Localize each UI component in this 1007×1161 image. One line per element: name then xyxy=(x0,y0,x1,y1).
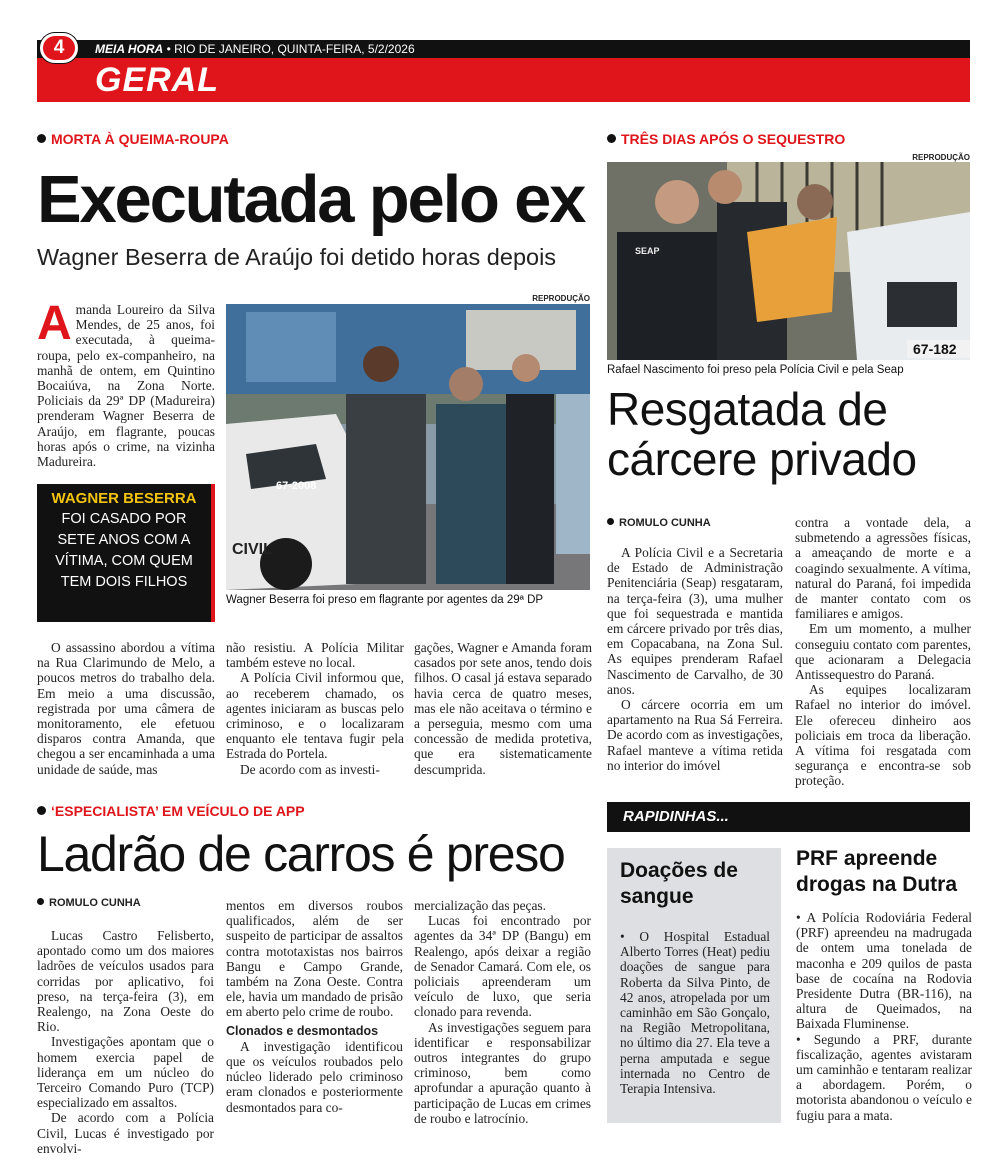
paper-name: MEIA HORA xyxy=(95,42,164,56)
story3-column-3 xyxy=(414,898,591,1126)
story2-headline: Resgatada de cárcere privado xyxy=(607,383,917,485)
bullet-icon xyxy=(607,518,614,525)
car-number: 67-2008 xyxy=(276,480,317,492)
paragraph: A Polícia Civil informou que, ao receberem chamado, os agentes iniciaram as buscas pelo criminoso, e o localizaram enquanto ele tentava fugir pela Estrada do Portela. xyxy=(226,670,404,762)
paragraph: • A Polícia Rodoviária Federal (PRF) apreendeu na madrugada de ontem uma tonelada de maconha e 209 quilos de pasta base de cocaína na Rodovia Presidente Dutra (BR-116), na altura de Queimados, na Baixada Fluminense. xyxy=(796,910,972,1032)
story3-byline xyxy=(37,897,141,909)
story1-kicker-text: MORTA À QUEIMA-ROUPA xyxy=(51,131,229,147)
story1-headline: Executada pelo ex xyxy=(37,162,585,237)
story3-column-2 xyxy=(226,898,403,1115)
paragraph: A Polícia Civil e a Secretaria de Estado de Administração Penitenciária (Seap) resgataram, na terça-feira (3), uma mulher que foi sequestrada e mantida em cárcere privado por três dias, em Copacabana, na Zona Sul. As equipes prenderam Rafael Nascimento de Carvalho, de 30 anos. xyxy=(607,545,783,697)
story3-kicker-text: ‘ESPECIALISTA’ EM VEÍCULO DE APP xyxy=(51,803,305,819)
story2-photo-caption: Rafael Nascimento foi preso pela Polícia Civil e pela Seap xyxy=(607,364,904,376)
paragraph: • Segundo a PRF, durante fiscalização, agentes avistaram um caminhão e tentaram realizar a abordagem. Porém, o motorista abandonou o veículo e fugiu para a mata. xyxy=(796,1031,972,1123)
story2-column-1 xyxy=(607,545,783,773)
story3-kicker xyxy=(37,803,305,819)
brief1-title: Doações de sangue xyxy=(620,859,738,908)
paragraph: Lucas Castro Felisberto, apontado como um dos maiores ladrões de veículos usados para corridas por aplicativo, foi preso, na terça-feira (3), em Realengo, na Zona Oeste do Rio. xyxy=(37,928,214,1035)
paragraph: O assassino abordou a vítima na Rua Clarimundo de Melo, a poucos metros do trabalho dela. Em meio a uma discussão, registrada por uma câmera de monitoramento, ele efetuou disparos contra Amanda, que chegou a ser encaminhada a uma unidade de saúde, mas xyxy=(37,640,215,777)
story1-photo-caption: Wagner Beserra foi preso em flagrante por agentes da 29ª DP xyxy=(226,594,544,606)
paragraph: As investigações seguem para identificar e responsabilizar outros integrantes do grupo criminoso, bem como aprofundar a apuração quanto à participação de Lucas em crimes de roubo e latrocínio. xyxy=(414,1019,591,1126)
bullet-icon xyxy=(37,134,46,143)
story1-column-2 xyxy=(226,640,404,777)
story1-photo xyxy=(226,304,590,590)
story2-kicker-text: TRÊS DIAS APÓS O SEQUESTRO xyxy=(621,131,846,147)
header-dateline xyxy=(95,40,415,58)
pull-quote xyxy=(37,484,215,622)
story1-photo-credit: REPRODUÇÃO xyxy=(532,294,590,303)
brief2-title: PRF apreende drogas na Dutra xyxy=(796,847,958,896)
story3-headline: Ladrão de carros é preso xyxy=(37,826,565,882)
paragraph: gações, Wagner e Amanda foram casados por sete anos, tendo dois filhos. O casal já estava separado havia cerca de quatro meses, mas ele não aceitava o término e a perseguia, mesmo com uma concessão de medida protetiva, que era sistematicamente descumprida. xyxy=(414,640,592,777)
story2-kicker xyxy=(607,131,845,147)
paragraph: De acordo com as investi- xyxy=(240,761,380,777)
story2-byline xyxy=(607,517,711,529)
paragraph: Investigações apontam que o homem exercia papel de liderança em um núcleo do Terceiro Comando Puro (TCP) especializado em assaltos. xyxy=(37,1034,214,1111)
story1-deck: Wagner Beserra de Araújo foi detido horas depois xyxy=(37,244,557,270)
paragraph: As equipes localizaram Rafael no interior do imóvel. Ele ofereceu dinheiro aos policiais em troca da liberação. A vítima foi resgatada com segurança e encontra-se sob proteção. xyxy=(795,682,971,789)
byline-text: ROMULO CUNHA xyxy=(49,897,141,909)
paragraph: Em um momento, a mulher conseguiu contato com parentes, que acionaram a Delegacia Antissequestro do Paraná. xyxy=(795,621,971,683)
story1-kicker xyxy=(37,131,229,147)
brief1-text: • O Hospital Estadual Alberto Torres (Heat) pediu doações de sangue para Roberta da Silva Pinto, de 42 anos, atropelada por um caminhão em São Gonçalo, na Região Metropolitana, no último dia 27. Ela teve a perna amputada e segue internada no Centro de Terapia Intensiva. xyxy=(620,929,770,1097)
paragraph: Lucas foi encontrado por agentes da 34ª DP (Bangu) em Realengo, após deixar a região de Senador Camará. Com ele, os policiais apreenderam um veículo de luxo, que seria clonado para revenda. xyxy=(414,913,591,1020)
rescue-photo-illustration xyxy=(607,162,970,360)
page-number: 4 xyxy=(40,33,78,63)
story1-lead xyxy=(37,297,215,470)
paragraph: O cárcere ocorria em um apartamento na Rua Sá Ferreira. De acordo com as investigações, Rafael manteve a vítima retida no interior do imóvel xyxy=(607,697,783,773)
subheading: Clonados e desmontados xyxy=(226,1023,379,1038)
paragraph: A investigação identificou que os veículos roubados pelo núcleo liderado pelo criminoso eram clonados e posteriormente desmontados para co- xyxy=(226,1038,403,1115)
bullet-icon xyxy=(37,898,44,905)
arrest-photo-illustration xyxy=(226,304,590,590)
story2-photo xyxy=(607,162,970,360)
car-word: CIVIL xyxy=(232,541,273,558)
brief2-text xyxy=(796,910,972,1123)
story1-column-1 xyxy=(37,640,215,777)
byline-text: ROMULO CUNHA xyxy=(619,517,711,529)
paragraph: mentos em diversos roubos qualificados, além de ser suspeito de participar de assaltos contra mototaxistas nos bairros Bangu e Campo Grande, também na Zona Oeste. Contra ele, havia um mandado de prisão em aberto pelo crime de roubo. xyxy=(226,898,403,1020)
vest-text: SEAP xyxy=(635,246,660,256)
pull-quote-head: WAGNER BESERRA xyxy=(51,490,197,507)
story2-photo-credit: REPRODUÇÃO xyxy=(912,153,970,162)
story1-lead-text: manda Loureiro da Silva Mendes, de 25 anos, foi executada, à queima-roupa, pelo ex-companheiro, na manhã de ontem, em Quintino Bocaiúva, na Zona Norte. Policiais da 29ª DP (Madureira) prenderam Wagner Beserra de Araújo, em flagrante, poucas horas após o crime, na vizinha Madureira. xyxy=(37,302,215,470)
paragraph: De acordo com a Polícia Civil, Lucas é investigado por envolvi- xyxy=(37,1110,214,1156)
rapidinhas-bar: RAPIDINHAS... xyxy=(607,802,970,832)
paragraph: contra a vontade dela, a submetendo a agressões físicas, a ameaçando de morte e a coagindo sexualmente. A vítima, natural do Paraná, foi impedida de manter contato com os familiares e amigos. xyxy=(795,515,971,622)
car-number: 67-182 xyxy=(913,341,957,357)
bullet-icon xyxy=(607,134,616,143)
story2-column-2 xyxy=(795,515,971,789)
bullet-icon xyxy=(37,806,46,815)
dateline: • RIO DE JANEIRO, QUINTA-FEIRA, 5/2/2026 xyxy=(166,42,415,56)
paragraph: mercialização das peças. xyxy=(414,898,546,913)
story3-column-1 xyxy=(37,928,214,1156)
story1-column-3 xyxy=(414,640,592,777)
section-title: GERAL xyxy=(95,61,219,99)
dropcap: A xyxy=(37,297,72,350)
paragraph: não resistiu. A Polícia Militar também esteve no local. xyxy=(226,640,404,671)
pull-quote-body: FOI CASADO POR SETE ANOS COM A VÍTIMA, COM QUEM TEM DOIS FILHOS xyxy=(55,511,193,590)
